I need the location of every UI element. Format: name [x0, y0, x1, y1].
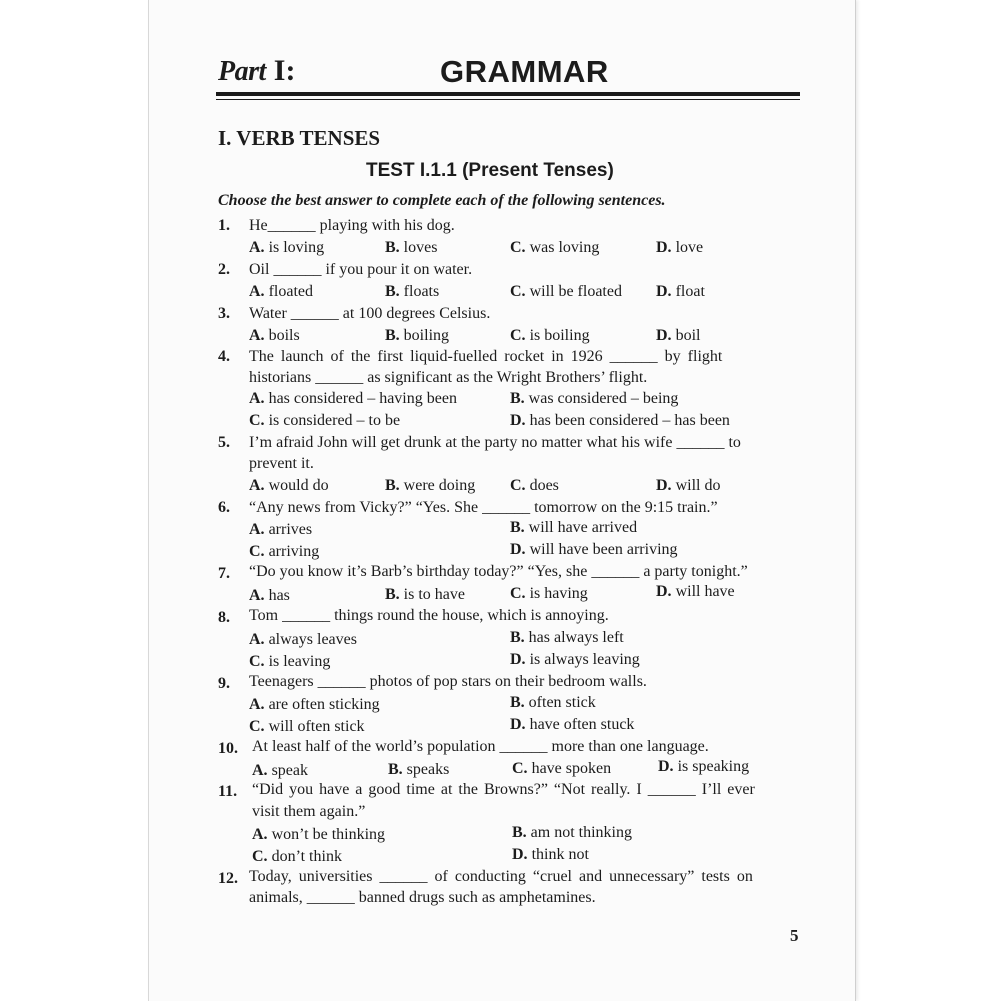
option-a	[249, 389, 457, 409]
option-text: would do	[268, 477, 329, 494]
option-text: don’t think	[271, 848, 342, 865]
option-letter: B.	[385, 477, 400, 494]
option-letter: C.	[510, 327, 526, 344]
option-text: will be floated	[529, 283, 622, 300]
option-letter: B.	[510, 390, 525, 407]
option-a	[249, 520, 312, 540]
question-number: 8.	[218, 609, 230, 626]
option-text: often stick	[528, 694, 596, 711]
option-b	[385, 282, 439, 302]
option-letter: D.	[656, 283, 672, 300]
option-letter: A.	[252, 762, 268, 779]
question-text: Teenagers ______ photos of pop stars on their bedroom walls.	[249, 673, 647, 690]
option-c	[249, 542, 319, 562]
option-text: is having	[529, 585, 588, 602]
part-number: I:	[273, 54, 296, 87]
option-b	[385, 585, 465, 605]
option-text: have often stuck	[529, 716, 635, 733]
option-letter: B.	[385, 283, 400, 300]
option-text: was considered – being	[528, 390, 679, 407]
question-text: The launch of the first liquid-fuelled rocket in 1926 ______ by flight	[249, 348, 723, 365]
option-text: is considered – to be	[268, 412, 401, 429]
option-text: is leaving	[268, 653, 331, 670]
question-number: 12.	[218, 870, 238, 887]
option-text: float	[675, 283, 705, 300]
question-text: animals, ______ banned drugs such as amphetamines.	[249, 889, 596, 906]
option-c	[510, 326, 590, 346]
option-c	[249, 652, 330, 672]
option-text: were doing	[403, 477, 476, 494]
option-letter: B.	[512, 824, 527, 841]
option-a	[249, 476, 329, 496]
option-letter: D.	[510, 651, 526, 668]
option-text: boils	[268, 327, 300, 344]
question-text: prevent it.	[249, 455, 314, 472]
option-letter: A.	[249, 239, 265, 256]
option-b	[510, 628, 624, 648]
option-c	[510, 476, 559, 496]
option-letter: D.	[510, 412, 526, 429]
option-text: has been considered – has been	[529, 412, 730, 429]
option-letter: B.	[510, 519, 525, 536]
option-a	[249, 282, 313, 302]
option-a	[249, 326, 300, 346]
question-text: “Any news from Vicky?” “Yes. She ______ tomorrow on the 9:15 train.”	[249, 499, 718, 516]
option-letter: D.	[656, 583, 672, 600]
option-letter: A.	[249, 631, 265, 648]
option-letter: C.	[512, 760, 528, 777]
option-text: arrives	[268, 521, 313, 538]
question-text: Tom ______ things round the house, which is annoying.	[249, 607, 609, 624]
option-letter: D.	[510, 716, 526, 733]
option-text: boiling	[403, 327, 450, 344]
option-text: was loving	[529, 239, 600, 256]
option-letter: A.	[249, 696, 265, 713]
option-letter: D.	[658, 758, 674, 775]
option-letter: D.	[510, 541, 526, 558]
option-text: arriving	[268, 543, 320, 560]
option-a	[249, 630, 357, 650]
option-b	[385, 326, 449, 346]
option-text: will have	[675, 583, 735, 600]
option-letter: A.	[252, 826, 268, 843]
option-letter: C.	[510, 239, 526, 256]
option-b	[385, 238, 437, 258]
option-text: boil	[675, 327, 701, 344]
option-text: speak	[271, 762, 308, 779]
part-word: Part	[218, 56, 266, 87]
option-b	[385, 476, 475, 496]
option-a	[252, 761, 308, 781]
part-name: GRAMMAR	[440, 54, 609, 89]
option-letter: B.	[510, 629, 525, 646]
question-text: visit them again.”	[252, 803, 366, 820]
option-text: has	[268, 587, 290, 604]
option-text: have spoken	[531, 760, 612, 777]
option-letter: C.	[249, 653, 265, 670]
option-text: speaks	[406, 761, 450, 778]
option-a	[249, 695, 380, 715]
option-d	[656, 476, 720, 496]
question-number: 6.	[218, 499, 230, 516]
option-text: does	[529, 477, 559, 494]
option-text: think not	[531, 846, 589, 863]
question-number: 5.	[218, 434, 230, 451]
option-c	[252, 847, 342, 867]
test-title: TEST I.1.1 (Present Tenses)	[366, 160, 614, 181]
option-text: loves	[403, 239, 438, 256]
option-text: is loving	[268, 239, 325, 256]
option-letter: A.	[249, 521, 265, 538]
option-c	[249, 411, 400, 431]
option-d	[510, 715, 634, 735]
question-number: 3.	[218, 305, 230, 322]
question-text: historians ______ as significant as the Wright Brothers’ flight.	[249, 369, 648, 386]
question-number: 7.	[218, 565, 230, 582]
option-letter: C.	[252, 848, 268, 865]
page-number: 5	[790, 926, 799, 945]
option-text: has always left	[528, 629, 624, 646]
option-b	[388, 760, 449, 780]
option-letter: C.	[510, 585, 526, 602]
question-text: At least half of the world’s population ______ more than one language.	[252, 738, 709, 755]
option-text: will often stick	[268, 718, 365, 735]
option-letter: B.	[388, 761, 403, 778]
option-text: will do	[675, 477, 721, 494]
option-d	[510, 540, 678, 560]
question-text: “Do you know it’s Barb’s birthday today?” “Yes, she ______ a party tonight.”	[249, 563, 748, 580]
option-c	[512, 759, 611, 779]
option-letter: B.	[385, 327, 400, 344]
option-d	[510, 650, 640, 670]
option-letter: A.	[249, 327, 265, 344]
option-b	[512, 823, 632, 843]
question-text: Today, universities ______ of conducting “cruel and unnecessary” tests on	[249, 868, 753, 885]
option-text: has considered – having been	[268, 390, 457, 407]
question-text: Oil ______ if you pour it on water.	[249, 261, 473, 278]
option-letter: B.	[510, 694, 525, 711]
option-d	[512, 845, 589, 865]
option-text: won’t be thinking	[271, 826, 386, 843]
question-number: 10.	[218, 740, 238, 757]
option-a	[252, 825, 385, 845]
option-letter: D.	[656, 477, 672, 494]
option-letter: C.	[249, 718, 265, 735]
heading-rule-thick	[216, 92, 800, 96]
section-title: I. VERB TENSES	[218, 126, 381, 150]
option-d	[656, 282, 705, 302]
option-text: will have arrived	[528, 519, 638, 536]
question-number: 11.	[218, 783, 238, 800]
option-text: floated	[268, 283, 313, 300]
option-c	[510, 282, 622, 302]
question-number: 2.	[218, 261, 230, 278]
option-c	[249, 717, 365, 737]
question-number: 4.	[218, 348, 230, 365]
option-letter: C.	[510, 477, 526, 494]
option-d	[656, 582, 735, 602]
option-a	[249, 586, 290, 606]
question-text: I’m afraid John will get drunk at the party no matter what his wife ______ to	[249, 434, 741, 451]
option-text: is to have	[403, 586, 465, 603]
option-d	[656, 326, 700, 346]
question-text: Water ______ at 100 degrees Celsius.	[249, 305, 491, 322]
option-text: will have been arriving	[529, 541, 678, 558]
option-c	[510, 238, 599, 258]
option-b	[510, 518, 637, 538]
option-letter: C.	[510, 283, 526, 300]
option-d	[510, 411, 730, 431]
option-b	[510, 389, 678, 409]
option-text: is always leaving	[529, 651, 640, 668]
question-number: 9.	[218, 675, 230, 692]
option-a	[249, 238, 324, 258]
instruction: Choose the best answer to complete each of the following sentences.	[218, 192, 666, 209]
option-letter: A.	[249, 283, 265, 300]
option-letter: C.	[249, 412, 265, 429]
option-d	[658, 757, 749, 777]
option-text: is boiling	[529, 327, 590, 344]
option-letter: D.	[512, 846, 528, 863]
option-letter: D.	[656, 239, 672, 256]
question-number: 1.	[218, 217, 230, 234]
option-text: always leaves	[268, 631, 357, 648]
option-text: is speaking	[677, 758, 750, 775]
option-d	[656, 238, 703, 258]
option-text: am not thinking	[530, 824, 632, 841]
option-text: are often sticking	[268, 696, 380, 713]
option-letter: D.	[656, 327, 672, 344]
option-letter: A.	[249, 390, 265, 407]
option-letter: A.	[249, 477, 265, 494]
option-text: love	[675, 239, 704, 256]
question-text: He______ playing with his dog.	[249, 217, 455, 234]
option-text: floats	[403, 283, 440, 300]
option-letter: B.	[385, 586, 400, 603]
question-text: “Did you have a good time at the Browns?” “Not really. I ______ I’ll ever	[252, 781, 755, 798]
option-letter: C.	[249, 543, 265, 560]
option-letter: A.	[249, 587, 265, 604]
option-b	[510, 693, 596, 713]
option-letter: B.	[385, 239, 400, 256]
option-c	[510, 584, 588, 604]
heading-rule-thin	[216, 99, 800, 100]
